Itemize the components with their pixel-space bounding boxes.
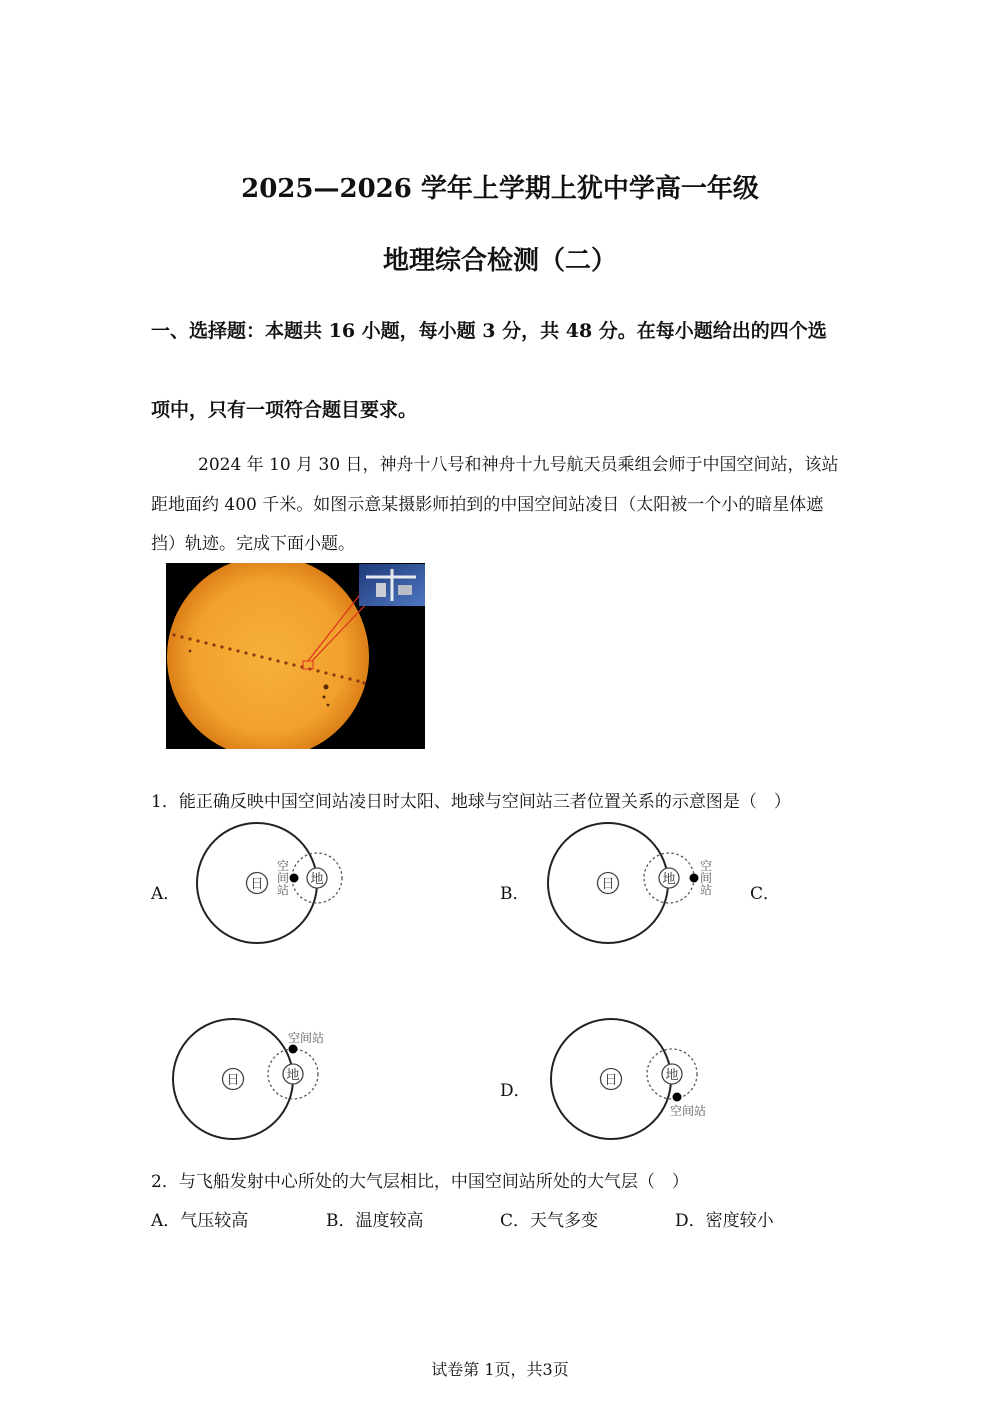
station-char-3: 站 bbox=[699, 883, 713, 897]
option-d-diagram bbox=[544, 1015, 724, 1145]
option-b-label: B． bbox=[500, 884, 530, 904]
earth-label: 地 bbox=[665, 1068, 679, 1083]
option-a-diagram bbox=[190, 818, 350, 948]
sun-label: 日 bbox=[250, 877, 264, 892]
passage-line3: 挡）轨迹。完成下面小题。 bbox=[151, 534, 355, 554]
station-dot bbox=[290, 874, 299, 883]
station-char-2: 间 bbox=[699, 871, 713, 885]
option-c-label: C． bbox=[750, 884, 781, 904]
option-b-diagram bbox=[542, 818, 722, 948]
sun-label: 日 bbox=[604, 1073, 618, 1088]
section-heading-line2: 项中，只有一项符合题目要求。 bbox=[151, 399, 418, 421]
station-char-1: 空 bbox=[699, 859, 713, 873]
option-d-label: D． bbox=[500, 1081, 531, 1101]
exam-title-line2: 地理综合检测（二） bbox=[382, 246, 617, 276]
q2-option-a[interactable]: A．气压较高 bbox=[151, 1211, 249, 1231]
option-a-label: A． bbox=[151, 884, 181, 904]
station-char-1: 空 bbox=[276, 859, 290, 873]
exam-title-line1: 2025—2026 学年上学期上犹中学高一年级 bbox=[241, 174, 759, 204]
section-heading-line1: 一、选择题：本题共 16 小题，每小题 3 分，共 48 分。在每小题给出的四个选 bbox=[151, 320, 827, 342]
station-dot bbox=[690, 874, 699, 883]
station-char-3: 站 bbox=[276, 883, 290, 897]
station-label: 空间站 bbox=[669, 1104, 707, 1118]
station-label: 空间站 bbox=[287, 1031, 325, 1045]
q2-option-b[interactable]: B．温度较高 bbox=[326, 1211, 424, 1231]
question-1-stem: 1．能正确反映中国空间站凌日时太阳、地球与空间站三者位置关系的示意图是（ ） bbox=[151, 792, 791, 812]
page-footer: 试卷第 1页，共3页 bbox=[431, 1360, 569, 1379]
station-char-2: 间 bbox=[276, 871, 290, 885]
station-dot bbox=[289, 1045, 298, 1054]
station-dot bbox=[673, 1093, 682, 1102]
sun-transit-photo bbox=[166, 563, 425, 749]
option-c-diagram bbox=[166, 1015, 346, 1145]
earth-label: 地 bbox=[286, 1068, 300, 1083]
sun-label: 日 bbox=[601, 877, 615, 892]
passage-line2: 距地面约 400 千米。如图示意某摄影师拍到的中国空间站凌日（太阳被一个小的暗星体遮 bbox=[151, 495, 824, 515]
sun-label: 日 bbox=[226, 1073, 240, 1088]
earth-label: 地 bbox=[662, 872, 676, 887]
earth-label: 地 bbox=[310, 872, 324, 887]
q2-option-c[interactable]: C．天气多变 bbox=[500, 1211, 599, 1231]
question-2-stem: 2．与飞船发射中心所处的大气层相比，中国空间站所处的大气层（ ） bbox=[151, 1172, 689, 1192]
q2-option-d[interactable]: D．密度较小 bbox=[675, 1211, 774, 1231]
passage-line1: 2024 年 10 月 30 日，神舟十八号和神舟十九号航天员乘组会师于中国空间站，该站 bbox=[198, 455, 839, 475]
